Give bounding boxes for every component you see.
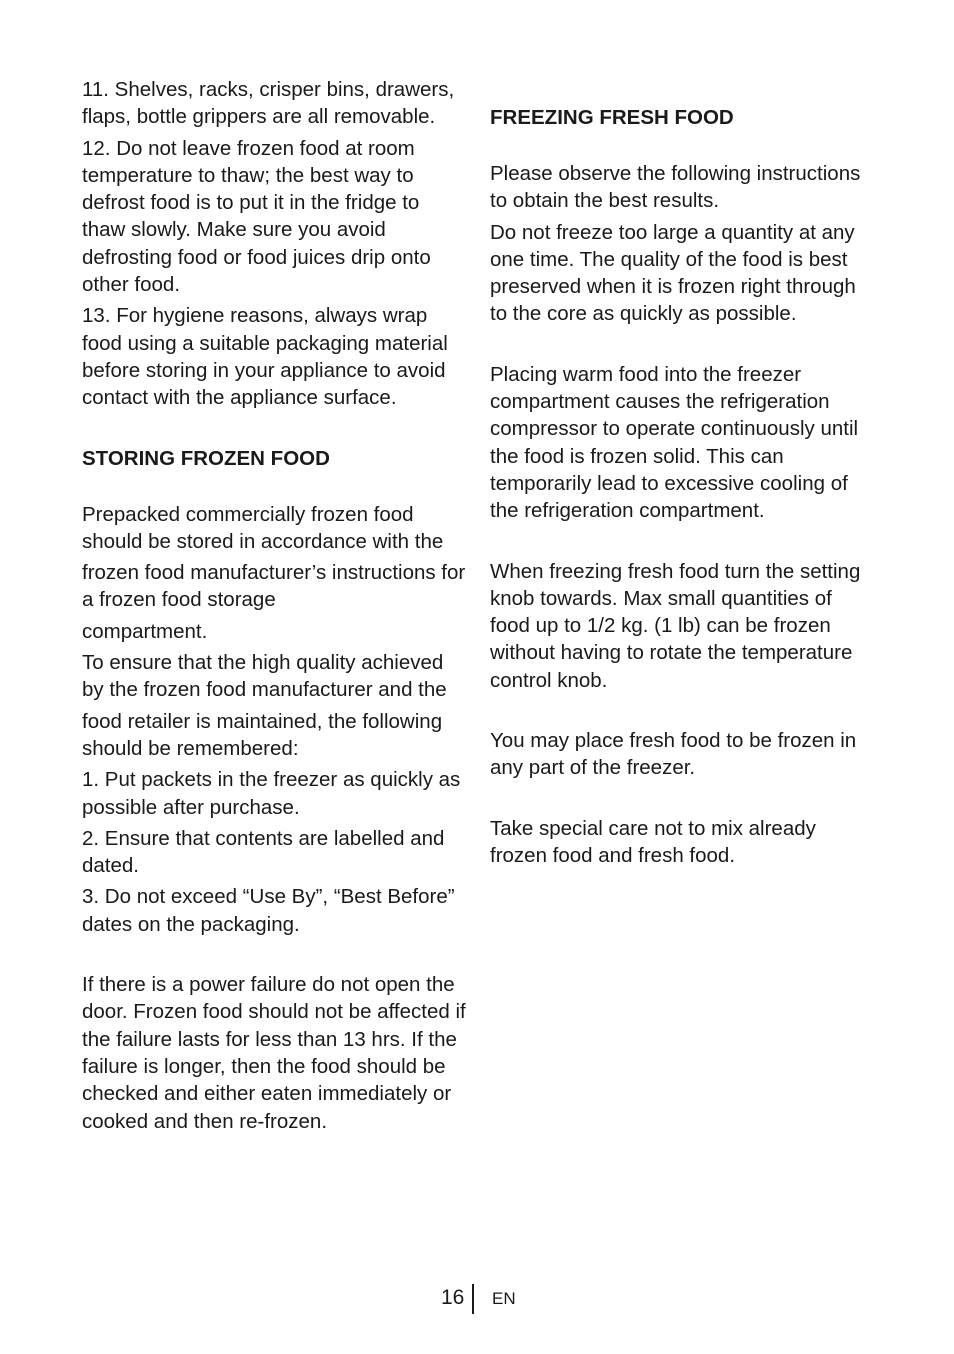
paragraph-item-11: 11. Shelves, racks, crisper bins, drawers, flaps, bottle grippers are all removable. bbox=[82, 78, 455, 129]
paragraph-compartment: compartment. bbox=[82, 619, 208, 643]
paragraph-power-failure: If there is a power failure do not open the door. Frozen food should not be affected if the failure lasts for less than 13 hrs. If the failure is longer, then the food should be checked and either eaten immediately or cooked and then re-frozen. bbox=[82, 973, 466, 1133]
page-footer bbox=[0, 1284, 954, 1314]
page-number: 16 bbox=[441, 1286, 465, 1309]
list-item-1: 1. Put packets in the freezer as quickly as possible after purchase. bbox=[82, 768, 461, 819]
paragraph-high-quality: To ensure that the high quality achieved by the frozen food manufacturer and the bbox=[82, 651, 447, 702]
paragraph-item-13: 13. For hygiene reasons, always wrap food using a suitable packaging material before storing in your appliance to avoid contact with the appliance surface. bbox=[82, 304, 448, 410]
footer-divider bbox=[472, 1284, 474, 1314]
paragraph-observe: Please observe the following instructions to obtain the best results. bbox=[490, 162, 861, 213]
left-column bbox=[82, 76, 468, 1139]
paragraph-setting-knob: When freezing fresh food turn the setting knob towards. Max small quantities of food up to 1/2 kg. (1 lb) can be frozen without having to rotate the temperature control knob. bbox=[490, 559, 861, 692]
heading-storing-frozen-food: STORING FROZEN FOOD bbox=[82, 446, 330, 470]
paragraph-item-12: 12. Do not leave frozen food at room temperature to thaw; the best way to defrost food is to put it in the fridge to thaw slowly. Make sure you avoid defrosting food or food juices drip onto other food. bbox=[82, 136, 431, 297]
right-column bbox=[490, 104, 876, 873]
list-item-3: 3. Do not exceed “Use By”, “Best Before” dates on the packaging. bbox=[82, 885, 455, 936]
list-item-2: 2. Ensure that contents are labelled and dated. bbox=[82, 826, 445, 878]
language-code: EN bbox=[492, 1289, 516, 1308]
paragraph-prepacked: Prepacked commercially frozen food should be stored in accordance with the bbox=[82, 502, 444, 553]
heading-freezing-fresh-food: FREEZING FRESH FOOD bbox=[490, 106, 734, 129]
paragraph-warm-food: Placing warm food into the freezer compartment causes the refrigeration compressor to operate continuously until the food is frozen solid. This can temporarily lead to excessive cooling of the refrigeration compartment. bbox=[490, 362, 859, 523]
paragraph-special-care: Take special care not to mix already frozen food and fresh food. bbox=[490, 816, 816, 867]
paragraph-manufacturer-instructions: frozen food manufacturer’s instructions for a frozen food storage bbox=[82, 561, 466, 612]
paragraph-place-fresh-food: You may place fresh food to be frozen in any part of the freezer. bbox=[490, 729, 857, 780]
paragraph-retailer: food retailer is maintained, the following should be remembered: bbox=[82, 709, 443, 760]
paragraph-quantity: Do not freeze too large a quantity at any one time. The quality of the food is best preserved when it is frozen right through to the core as quickly as possible. bbox=[490, 220, 856, 326]
